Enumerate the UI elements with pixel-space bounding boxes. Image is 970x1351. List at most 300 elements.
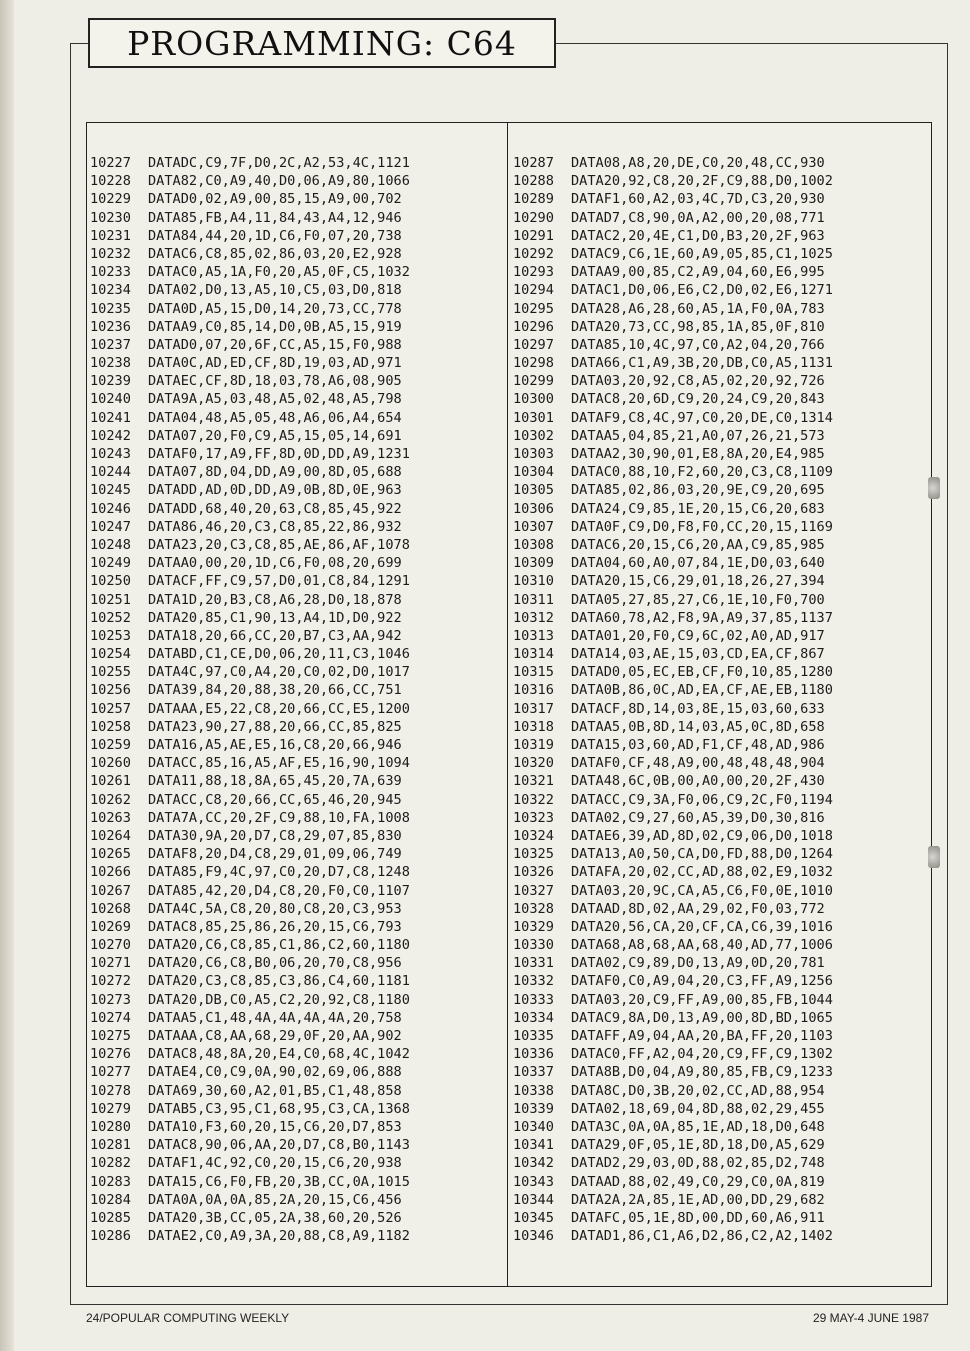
data-statement: DATAEC,CF,8D,18,03,78,A6,08,905	[148, 373, 402, 390]
line-number: 10252	[90, 609, 131, 626]
data-statement: DATA82,C0,A9,40,D0,06,A9,80,1066	[148, 173, 410, 190]
line-number: 10277	[90, 1064, 131, 1081]
data-statement: DATAC9,C6,1E,60,A9,05,85,C1,1025	[571, 245, 833, 262]
line-number: 10245	[90, 482, 131, 499]
line-number: 10308	[513, 536, 554, 553]
listing-line	[513, 918, 931, 936]
data-statement: DATA85,F9,4C,97,C0,20,D7,C8,1248	[148, 864, 410, 881]
line-number: 10289	[513, 191, 554, 208]
listing-line	[90, 318, 507, 336]
data-statement: DATA84,44,20,1D,C6,F0,07,20,738	[148, 227, 402, 244]
line-number: 10257	[90, 700, 131, 717]
listing-line	[513, 518, 931, 536]
listing-line	[513, 827, 931, 845]
line-number: 10297	[513, 336, 554, 353]
line-number: 10298	[513, 355, 554, 372]
data-statement: DATAC8,85,25,86,26,20,15,C6,793	[148, 918, 402, 935]
listing-line	[513, 300, 931, 318]
line-number: 10314	[513, 646, 554, 663]
listing-line	[513, 681, 931, 699]
listing-line	[513, 209, 931, 227]
data-statement: DATA10,F3,60,20,15,C6,20,D7,853	[148, 1118, 402, 1135]
data-statement: DATADD,68,40,20,63,C8,85,45,922	[148, 500, 402, 517]
data-statement: DATA07,8D,04,DD,A9,00,8D,05,688	[148, 464, 402, 481]
listing-line	[90, 190, 507, 208]
line-number: 10340	[513, 1118, 554, 1135]
listing-line	[513, 172, 931, 190]
line-number: 10283	[90, 1173, 131, 1190]
listing-line	[513, 245, 931, 263]
line-number: 10249	[90, 555, 131, 572]
line-number: 10263	[90, 809, 131, 826]
data-statement: DATAE2,C0,A9,3A,20,88,C8,A9,1182	[148, 1228, 410, 1245]
listing-column-right	[508, 123, 931, 1286]
line-number: 10227	[90, 155, 131, 171]
line-number: 10302	[513, 427, 554, 444]
listing-line	[513, 463, 931, 481]
data-statement: DATAD7,C8,90,0A,A2,00,20,08,771	[571, 209, 825, 226]
data-statement: DATAC6,C8,85,02,86,03,20,E2,928	[148, 245, 402, 262]
data-statement: DATAAA,C8,AA,68,29,0F,20,AA,902	[148, 1028, 402, 1044]
staple-icon	[928, 477, 940, 499]
data-statement: DATA0F,C9,D0,F8,F0,CC,20,15,1169	[571, 518, 833, 535]
data-statement: DATA24,C9,85,1E,20,15,C6,20,683	[571, 500, 825, 517]
listing-line	[513, 1136, 931, 1154]
data-statement: DATA23,20,C3,C8,85,AE,86,AF,1078	[148, 536, 410, 553]
data-statement: DATA01,20,F0,C9,6C,02,A0,AD,917	[571, 627, 825, 644]
line-number: 10305	[513, 482, 554, 499]
listing-line	[90, 700, 507, 718]
listing-line	[90, 809, 507, 827]
listing-line	[90, 936, 507, 954]
listing-line	[513, 536, 931, 554]
data-statement: DATA86,46,20,C3,C8,85,22,86,932	[148, 518, 402, 535]
data-statement: DATADC,C9,7F,D0,2C,A2,53,4C,1121	[148, 155, 410, 171]
line-number: 10234	[90, 282, 131, 299]
data-statement: DATAC0,FF,A2,04,20,C9,FF,C9,1302	[571, 1046, 833, 1063]
line-number: 10248	[90, 536, 131, 553]
line-number: 10268	[90, 900, 131, 917]
listing-line	[90, 1009, 507, 1027]
data-statement: DATAA5,04,85,21,A0,07,26,21,573	[571, 427, 825, 444]
listing-line	[90, 409, 507, 427]
data-statement: DATA20,92,C8,20,2F,C9,88,D0,1002	[571, 173, 833, 190]
listing-line	[90, 1027, 507, 1045]
line-number: 10251	[90, 591, 131, 608]
data-statement: DATACF,FF,C9,57,D0,01,C8,84,1291	[148, 573, 410, 590]
data-statement: DATA05,27,85,27,C6,1E,10,F0,700	[571, 591, 825, 608]
line-number: 10322	[513, 791, 554, 808]
line-number: 10267	[90, 882, 131, 899]
listing-line	[90, 736, 507, 754]
data-statement: DATAF9,C8,4C,97,C0,20,DE,C0,1314	[571, 409, 833, 426]
data-statement: DATA29,0F,05,1E,8D,18,D0,A5,629	[571, 1137, 825, 1154]
line-number: 10326	[513, 864, 554, 881]
data-statement: DATA28,A6,28,60,A5,1A,F0,0A,783	[571, 300, 825, 317]
data-statement: DATAF1,60,A2,03,4C,7D,C3,20,930	[571, 191, 825, 208]
data-statement: DATA20,C6,C8,B0,06,20,70,C8,956	[148, 955, 402, 972]
line-number: 10246	[90, 500, 131, 517]
listing-line	[513, 645, 931, 663]
listing-line	[90, 572, 507, 590]
line-number: 10316	[513, 682, 554, 699]
data-statement: DATA69,30,60,A2,01,B5,C1,48,858	[148, 1082, 402, 1099]
line-number: 10265	[90, 846, 131, 863]
line-number: 10338	[513, 1082, 554, 1099]
listing-line	[90, 1118, 507, 1136]
listing-line	[90, 354, 507, 372]
listing-line	[90, 1209, 507, 1227]
data-statement: DATAFC,05,1E,8D,00,DD,60,A6,911	[571, 1209, 825, 1226]
staple-icon	[928, 846, 940, 868]
data-statement: DATAA2,30,90,01,E8,8A,20,E4,985	[571, 446, 825, 462]
listing-line	[513, 572, 931, 590]
listing-line	[90, 336, 507, 354]
line-number: 10343	[513, 1173, 554, 1190]
listing-line	[513, 1227, 931, 1245]
listing-line	[513, 1082, 931, 1100]
listing-line	[513, 390, 931, 408]
listing-line	[90, 900, 507, 918]
line-number: 10229	[90, 191, 131, 208]
line-number: 10317	[513, 700, 554, 717]
line-number: 10272	[90, 973, 131, 990]
line-number: 10341	[513, 1137, 554, 1154]
data-statement: DATAE6,39,AD,8D,02,C9,06,D0,1018	[571, 827, 833, 844]
listing-line	[513, 354, 931, 372]
line-number: 10260	[90, 755, 131, 772]
data-statement: DATAD0,07,20,6F,CC,A5,15,F0,988	[148, 336, 402, 353]
listing-line	[513, 718, 931, 736]
data-statement: DATAD2,29,03,0D,88,02,85,D2,748	[571, 1155, 825, 1172]
data-statement: DATA23,90,27,88,20,66,CC,85,825	[148, 718, 402, 735]
line-number: 10255	[90, 664, 131, 681]
data-statement: DATAE4,C0,C9,0A,90,02,69,06,888	[148, 1064, 402, 1081]
listing-line	[90, 845, 507, 863]
listing-line	[513, 700, 931, 718]
data-statement: DATACF,8D,14,03,8E,15,03,60,633	[571, 700, 825, 717]
line-number: 10300	[513, 391, 554, 408]
data-statement: DATA4C,5A,C8,20,80,C8,20,C3,953	[148, 900, 402, 917]
line-number: 10313	[513, 627, 554, 644]
data-statement: DATAF0,17,A9,FF,8D,0D,DD,A9,1231	[148, 446, 410, 462]
line-number: 10282	[90, 1155, 131, 1172]
listing-line	[90, 1063, 507, 1081]
line-number: 10270	[90, 937, 131, 954]
data-statement: DATAA5,0B,8D,14,03,A5,0C,8D,658	[571, 718, 825, 735]
line-number: 10278	[90, 1082, 131, 1099]
line-number: 10275	[90, 1028, 131, 1044]
listing-line	[513, 791, 931, 809]
listing-line	[513, 554, 931, 572]
listing-line	[90, 500, 507, 518]
line-number: 10318	[513, 718, 554, 735]
listing-line	[90, 209, 507, 227]
listing-line	[513, 427, 931, 445]
line-number: 10236	[90, 318, 131, 335]
listing-line	[90, 245, 507, 263]
line-number: 10256	[90, 682, 131, 699]
listing-line	[90, 663, 507, 681]
data-statement: DATA85,42,20,D4,C8,20,F0,C0,1107	[148, 882, 410, 899]
data-statement: DATAF0,CF,48,A9,00,48,48,48,904	[571, 755, 825, 772]
data-statement: DATA20,C6,C8,85,C1,86,C2,60,1180	[148, 937, 410, 954]
data-statement: DATAA5,C1,48,4A,4A,4A,4A,20,758	[148, 1009, 402, 1026]
data-statement: DATAC8,48,8A,20,E4,C0,68,4C,1042	[148, 1046, 410, 1063]
line-number: 10250	[90, 573, 131, 590]
data-statement: DATA0C,AD,ED,CF,8D,19,03,AD,971	[148, 355, 402, 372]
line-number: 10290	[513, 209, 554, 226]
line-number: 10253	[90, 627, 131, 644]
line-number: 10309	[513, 555, 554, 572]
data-statement: DATAF1,4C,92,C0,20,15,C6,20,938	[148, 1155, 402, 1172]
data-statement: DATA03,20,92,C8,A5,02,20,92,726	[571, 373, 825, 390]
listing-line	[90, 481, 507, 499]
listing-line	[90, 281, 507, 299]
listing-line	[513, 1209, 931, 1227]
line-number: 10303	[513, 446, 554, 462]
line-number: 10279	[90, 1100, 131, 1117]
line-number: 10280	[90, 1118, 131, 1135]
line-number: 10284	[90, 1191, 131, 1208]
listing-line	[90, 263, 507, 281]
listing-line	[90, 445, 507, 463]
listing-line	[90, 627, 507, 645]
line-number: 10287	[513, 155, 554, 171]
listing-line	[513, 1173, 931, 1191]
line-number: 10292	[513, 245, 554, 262]
data-statement: DATAAD,8D,02,AA,29,02,F0,03,772	[571, 900, 825, 917]
line-number: 10306	[513, 500, 554, 517]
line-number: 10269	[90, 918, 131, 935]
listing-line	[513, 591, 931, 609]
data-statement: DATAC9,8A,D0,13,A9,00,8D,BD,1065	[571, 1009, 833, 1026]
footer-date: 29 MAY-4 JUNE 1987	[812, 1311, 929, 1325]
line-number: 10325	[513, 846, 554, 863]
listing-line	[90, 1191, 507, 1209]
line-number: 10337	[513, 1064, 554, 1081]
listing-line	[513, 154, 931, 172]
listing-line	[90, 972, 507, 990]
listing-line	[513, 409, 931, 427]
data-statement: DATA20,56,CA,20,CF,CA,C6,39,1016	[571, 918, 833, 935]
data-statement: DATA3C,0A,0A,85,1E,AD,18,D0,648	[571, 1118, 825, 1135]
data-statement: DATA04,48,A5,05,48,A6,06,A4,654	[148, 409, 402, 426]
data-statement: DATAC0,A5,1A,F0,20,A5,0F,C5,1032	[148, 264, 410, 281]
listing-line	[513, 1027, 931, 1045]
data-statement: DATA0A,0A,0A,85,2A,20,15,C6,456	[148, 1191, 402, 1208]
line-number: 10346	[513, 1228, 554, 1245]
line-number: 10271	[90, 955, 131, 972]
line-number: 10291	[513, 227, 554, 244]
line-number: 10327	[513, 882, 554, 899]
listing-line	[90, 791, 507, 809]
line-number: 10330	[513, 937, 554, 954]
data-statement: DATA20,3B,CC,05,2A,38,60,20,526	[148, 1209, 402, 1226]
line-number: 10242	[90, 427, 131, 444]
listing-column-left	[87, 123, 508, 1286]
listing-line	[513, 445, 931, 463]
data-statement: DATA2A,2A,85,1E,AD,00,DD,29,682	[571, 1191, 825, 1208]
listing-line	[513, 1191, 931, 1209]
listing-line	[90, 1173, 507, 1191]
data-statement: DATADD,AD,0D,DD,A9,0B,8D,0E,963	[148, 482, 402, 499]
line-number: 10264	[90, 827, 131, 844]
listing-line	[90, 172, 507, 190]
line-number: 10259	[90, 737, 131, 753]
line-number: 10311	[513, 591, 554, 608]
listing-line	[513, 318, 931, 336]
line-number: 10274	[90, 1009, 131, 1026]
listing-line	[513, 972, 931, 990]
line-number: 10310	[513, 573, 554, 590]
line-number: 10288	[513, 173, 554, 190]
data-statement: DATA39,84,20,88,38,20,66,CC,751	[148, 682, 402, 699]
listing-line	[513, 663, 931, 681]
line-number: 10329	[513, 918, 554, 935]
listing-line	[90, 591, 507, 609]
data-statement: DATA04,60,A0,07,84,1E,D0,03,640	[571, 555, 825, 572]
data-statement: DATA20,15,C6,29,01,18,26,27,394	[571, 573, 825, 590]
line-number: 10244	[90, 464, 131, 481]
data-statement: DATA20,C3,C8,85,C3,86,C4,60,1181	[148, 973, 410, 990]
listing-line	[513, 809, 931, 827]
listing-line	[90, 827, 507, 845]
listing-line	[90, 718, 507, 736]
line-number: 10276	[90, 1046, 131, 1063]
data-statement: DATAAD,88,02,49,C0,29,C0,0A,819	[571, 1173, 825, 1190]
data-statement: DATA30,9A,20,D7,C8,29,07,85,830	[148, 827, 402, 844]
listing-line	[513, 882, 931, 900]
line-number: 10320	[513, 755, 554, 772]
listing-line	[513, 954, 931, 972]
data-statement: DATABD,C1,CE,D0,06,20,11,C3,1046	[148, 646, 410, 663]
data-statement: DATA8B,D0,04,A9,80,85,FB,C9,1233	[571, 1064, 833, 1081]
data-statement: DATAB5,C3,95,C1,68,95,C3,CA,1368	[148, 1100, 410, 1117]
data-statement: DATAD0,05,EC,EB,CF,F0,10,85,1280	[571, 664, 833, 681]
line-number: 10323	[513, 809, 554, 826]
data-statement: DATA9A,A5,03,48,A5,02,48,A5,798	[148, 391, 402, 408]
line-number: 10286	[90, 1228, 131, 1245]
data-statement: DATA15,03,60,AD,F1,CF,48,AD,986	[571, 737, 825, 753]
data-statement: DATAFF,A9,04,AA,20,BA,FF,20,1103	[571, 1028, 833, 1044]
listing-line	[513, 936, 931, 954]
line-number: 10243	[90, 446, 131, 462]
line-number: 10247	[90, 518, 131, 535]
listing-line	[513, 1154, 931, 1172]
data-statement: DATA4C,97,C0,A4,20,C0,02,D0,1017	[148, 664, 410, 681]
line-number: 10262	[90, 791, 131, 808]
line-number: 10238	[90, 355, 131, 372]
listing-line	[513, 627, 931, 645]
data-statement: DATA7A,CC,20,2F,C9,88,10,FA,1008	[148, 809, 410, 826]
line-number: 10285	[90, 1209, 131, 1226]
data-statement: DATAF0,C0,A9,04,20,C3,FF,A9,1256	[571, 973, 833, 990]
listing-line	[513, 991, 931, 1009]
footer-publication: 24/POPULAR COMPUTING WEEKLY	[86, 1311, 290, 1325]
listing-line	[90, 882, 507, 900]
data-statement: DATAA9,C0,85,14,D0,0B,A5,15,919	[148, 318, 402, 335]
line-number: 10324	[513, 827, 554, 844]
data-statement: DATA20,85,C1,90,13,A4,1D,D0,922	[148, 609, 402, 626]
listing-line	[513, 372, 931, 390]
data-statement: DATA18,20,66,CC,20,B7,C3,AA,942	[148, 627, 402, 644]
data-statement: DATA08,A8,20,DE,C0,20,48,CC,930	[571, 155, 825, 171]
line-number: 10321	[513, 773, 554, 790]
data-statement: DATA13,A0,50,CA,D0,FD,88,D0,1264	[571, 846, 833, 863]
data-statement: DATAD0,02,A9,00,85,15,A9,00,702	[148, 191, 402, 208]
listing-line	[513, 1009, 931, 1027]
line-number: 10319	[513, 737, 554, 753]
listing-line	[513, 1100, 931, 1118]
line-number: 10261	[90, 773, 131, 790]
data-statement: DATA15,C6,F0,FB,20,3B,CC,0A,1015	[148, 1173, 410, 1190]
listing-line	[90, 991, 507, 1009]
line-number: 10239	[90, 373, 131, 390]
data-statement: DATAA9,00,85,C2,A9,04,60,E6,995	[571, 264, 825, 281]
data-statement: DATAC8,20,6D,C9,20,24,C9,20,843	[571, 391, 825, 408]
data-statement: DATACC,C8,20,66,CC,65,46,20,945	[148, 791, 402, 808]
listing-line	[513, 281, 931, 299]
data-statement: DATAC2,20,4E,C1,D0,B3,20,2F,963	[571, 227, 825, 244]
listing-line	[513, 1045, 931, 1063]
data-statement: DATA85,10,4C,97,C0,A2,04,20,766	[571, 336, 825, 353]
data-statement: DATA66,C1,A9,3B,20,DB,C0,A5,1131	[571, 355, 833, 372]
listing-line	[90, 772, 507, 790]
data-statement: DATAD1,86,C1,A6,D2,86,C2,A2,1402	[571, 1228, 833, 1245]
data-statement: DATA02,18,69,04,8D,88,02,29,455	[571, 1100, 825, 1117]
data-statement: DATAC0,88,10,F2,60,20,C3,C8,1109	[571, 464, 833, 481]
listing-line	[513, 500, 931, 518]
line-number: 10336	[513, 1046, 554, 1063]
listing-line	[90, 300, 507, 318]
data-statement: DATAFA,20,02,CC,AD,88,02,E9,1032	[571, 864, 833, 881]
listing-line	[90, 954, 507, 972]
line-number: 10331	[513, 955, 554, 972]
line-number: 10301	[513, 409, 554, 426]
listing-line	[90, 554, 507, 572]
line-number: 10334	[513, 1009, 554, 1026]
data-statement: DATA0D,A5,15,D0,14,20,73,CC,778	[148, 300, 402, 317]
listing-line	[513, 1118, 931, 1136]
line-number: 10273	[90, 991, 131, 1008]
data-statement: DATA60,78,A2,F8,9A,A9,37,85,1137	[571, 609, 833, 626]
line-number: 10296	[513, 318, 554, 335]
line-number: 10230	[90, 209, 131, 226]
line-number: 10232	[90, 245, 131, 262]
line-number: 10344	[513, 1191, 554, 1208]
data-statement: DATA14,03,AE,15,03,CD,EA,CF,867	[571, 646, 825, 663]
listing-line	[90, 1154, 507, 1172]
page-binding-edge	[0, 0, 14, 1351]
listing-line	[90, 427, 507, 445]
listing-line	[513, 900, 931, 918]
listing-line	[90, 918, 507, 936]
listing-line	[90, 1082, 507, 1100]
listing-line	[513, 736, 931, 754]
data-statement: DATAA0,00,20,1D,C6,F0,08,20,699	[148, 555, 402, 572]
line-number: 10295	[513, 300, 554, 317]
listing-line	[90, 1227, 507, 1245]
line-number: 10307	[513, 518, 554, 535]
data-statement: DATAC8,90,06,AA,20,D7,C8,B0,1143	[148, 1137, 410, 1154]
line-number: 10299	[513, 373, 554, 390]
listing-line	[513, 481, 931, 499]
data-statement: DATA20,73,CC,98,85,1A,85,0F,810	[571, 318, 825, 335]
data-statement: DATAAA,E5,22,C8,20,66,CC,E5,1200	[148, 700, 410, 717]
listing-line	[90, 227, 507, 245]
line-number: 10332	[513, 973, 554, 990]
